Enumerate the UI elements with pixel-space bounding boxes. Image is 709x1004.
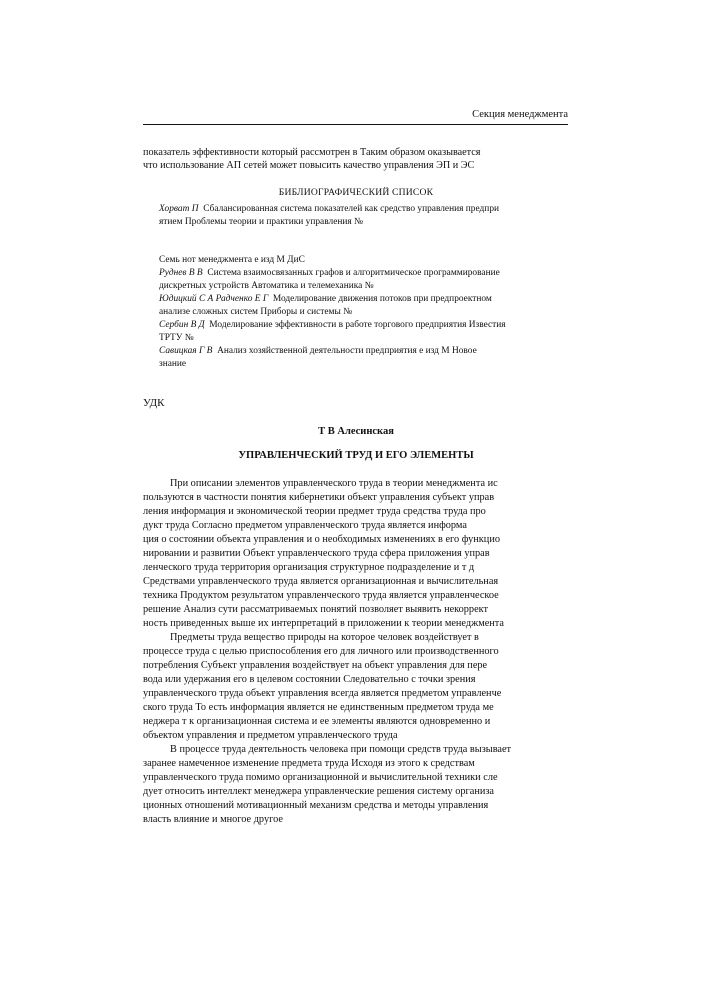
- body-line: ления информация и экономической теории предмет труда средства труда про: [143, 506, 486, 517]
- bib-entry-1-line-2: ятием Проблемы теории и практики управления №: [159, 217, 363, 227]
- bib-entry-6-line-1: [159, 345, 477, 357]
- body-line: ность приведенных выше их интерпретаций в приложении к теории менеджмента: [143, 618, 504, 629]
- bib-author: Хорват П: [159, 204, 199, 214]
- bib-author: Юдицкий С А Радченко Е Г: [159, 294, 269, 304]
- bibliography-heading: БИБЛИОГРАФИЧЕСКИЙ СПИСОК: [278, 187, 434, 198]
- header-rule: [143, 124, 568, 125]
- bib-text: Сбалансированная система показателей как средство управления предпри: [203, 204, 500, 214]
- body-line: При описании элементов управленческого труда в теории менеджмента ис: [170, 478, 498, 489]
- bib-entry-5-line-1: [159, 319, 506, 331]
- bib-entry-2-line-1: Семь нот менеджмента е изд М ДиС: [159, 255, 305, 265]
- bib-entry-5-line-2: ТРТУ №: [159, 333, 194, 343]
- body-line: объектом управления и предметом управленческого труда: [143, 730, 398, 741]
- body-line: нировании и развитии Объект управленческого труда сфера приложения управ: [143, 548, 490, 559]
- body-line: пользуются в частности понятия кибернетики объект управления субъект управ: [143, 492, 495, 503]
- body-line: дукт труда Согласно предметом управленческого труда является информа: [143, 520, 467, 531]
- body-line: неджера т к организационная система и ее элементы являются одновременно и: [143, 716, 491, 727]
- body-line: решение Анализ сути рассматриваемых понятий позволяет выявить некоррект: [143, 604, 489, 615]
- body-line: ского труда То есть информация является не единственным предметом труда ме: [143, 702, 494, 713]
- body-line: управленческого труда помимо организационной и вычислительной техники сле: [143, 772, 498, 783]
- body-line: потребления Субъект управления воздействует на объект управления для пере: [143, 660, 488, 671]
- bib-text: Система взаимосвязанных графов и алгоритмическое программирование: [207, 268, 500, 278]
- bib-author: Сербин В Д: [159, 320, 205, 330]
- article-title: УПРАВЛЕНЧЕСКИЙ ТРУД И ЕГО ЭЛЕМЕНТЫ: [238, 450, 474, 461]
- body-line: процессе труда с целью приспособления его для личного или производственного: [143, 646, 499, 657]
- bib-text: Анализ хозяйственной деятельности предприятия е изд М Новое: [217, 346, 477, 356]
- bib-author: Савицкая Г В: [159, 346, 213, 356]
- body-line: ционных отношений мотивационный механизм средства и методы управления: [143, 800, 489, 811]
- bib-entry-3-line-2: дискретных устройств Автоматика и телемеханика №: [159, 281, 374, 291]
- body-line: вода или удержания его в целевом состоянии Следовательно с точки зрения: [143, 674, 476, 685]
- body-line: управленческого труда объект управления всегда является предметом управленче: [143, 688, 502, 699]
- bib-entry-6-line-2: знание: [159, 359, 187, 369]
- body-line: заранее намеченное изменение предмета труда Исходя из этого к средствам: [143, 758, 475, 769]
- body-line: ленческого труда территория организация структурное подразделение и т д: [143, 562, 475, 573]
- intro-line: что использование АП сетей может повысить качество управления ЭП и ЭС: [143, 160, 475, 171]
- bib-text: Моделирование эффективности в работе торгового предприятия Известия: [209, 320, 506, 330]
- bib-entry-3-line-1: [159, 267, 500, 279]
- bib-text: Моделирование движения потоков при предпроектном: [272, 294, 492, 304]
- body-line: ция о состоянии объекта управления и о необходимых изменениях в его функцио: [143, 534, 500, 545]
- running-header: Секция менеджмента: [472, 109, 568, 120]
- bib-entry-1-line-1: [159, 203, 499, 215]
- udk-label: УДК: [143, 397, 165, 409]
- bib-author: Руднев В В: [159, 268, 203, 278]
- bib-entry-4-line-1: [159, 293, 492, 305]
- bib-entry-4-line-2: анализе сложных систем Приборы и системы №: [159, 307, 353, 317]
- body-line: Средствами управленческого труда является организационная и вычислительная: [143, 576, 499, 587]
- body-line: В процессе труда деятельность человека при помощи средств труда вызывает: [170, 744, 512, 755]
- body-line: техника Продуктом результатом управленческого труда является управленческое: [143, 590, 499, 601]
- body-line: власть влияние и многое другое: [143, 814, 283, 825]
- body-line: дует относить интеллект менеджера управленческие решения систему организа: [143, 786, 494, 797]
- intro-line: показатель эффективности который рассмотрен в Таким образом оказывается: [143, 147, 481, 158]
- article-author: Т В Алесинская: [318, 426, 394, 437]
- body-line: Предметы труда вещество природы на которое человек воздействует в: [170, 632, 479, 643]
